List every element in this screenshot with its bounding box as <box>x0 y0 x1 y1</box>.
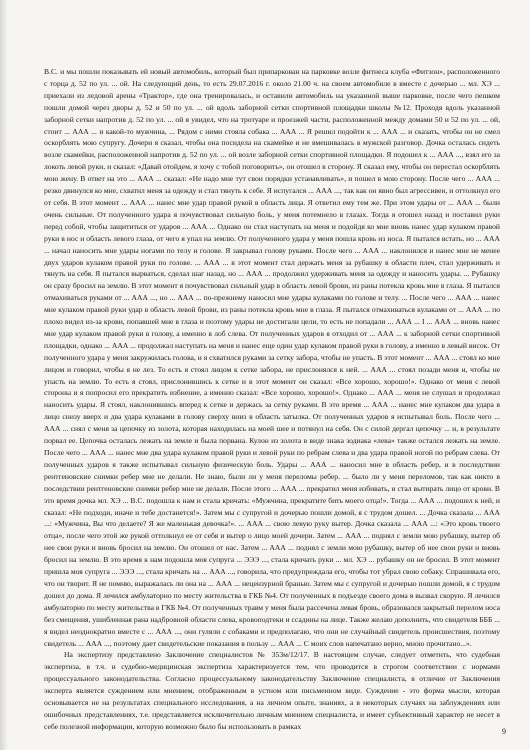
scan-edge-shadow <box>0 0 8 750</box>
page-number: 9 <box>502 727 506 736</box>
expertise-paragraph: На экспертизу представлено Заключение специалистов № 353м/12/17. В настоящем случае, следует отметить, что судебная экспертиза, в т.ч. и судебно-медицинская экспертиза характеризуется тем, что проводится в строгом соответствии с нормами процессуального законодательства. Согласно процессуальному законодательству Заключение специалиста, в отличие от Заключения эксперта является суждением или мнением, отображенным в устном или письменном виде. Суждение - это форма мысли, которая основывается не на результатах специального исследования, а на личном опыте, знаниях, а в некоторых случаях на заблуждениях или ошибочных представлениях, т.е. представляется исключительно личным мнением специалиста, и имеет субъективный характер не несет в себе полезной информации, которую возможно было бы использовать в рамках <box>44 650 500 731</box>
document-body <box>44 66 500 733</box>
testimony-paragraph: В.С. и мы пошли показывать ей новый автомобиль, который был припаркован на парковке возле фитнеса клуба «Фитзон», расположенного с торца д. 52 по ул. ... ой. На следующий день, то есть 29.07.2016 г. около 21.00 ч. на своем автомобиле в вместе с дочерью ... мл. ХЭ ... приехали из ледовой арены «Трактор», где она тренировалась, и оставили автомобиль на указанной выше парковке, после чего пешком пошли домой через дворы д. 52 и 50 по ул. ... ой вдоль заборной сетки спортивной площадки школы №12. Проходя вдоль указанной заборной сетки напротив д. 52 по ул. ... ой я увидел, что на тротуаре и проезжей части, расположенной между домами 50 и 52 по ул. ... ой, стоит ... ААА ... и какой-то мужчина, ... Рядом с ними стояла собака ... ААА ... Я решил подойти к ... ААА ... и сказать, чтобы он не смел оскорблять мою супругу. Дочери я сказал, чтобы она посидела на скамейке и не вмешивалась в мужской разговор. Дочка осталась сидеть возле скамейки, расположенной напротив д. 52 по ул. ... ой возле заборной сетки спортивной площадки. Я подошел к ... ААА ..., взял его за локоть левой руки, и сказал: «Давай отойдем, я хочу с тобой поговорить», он отошел в сторону. Я сказал ему, чтобы он перестал оскорблять мою жену. В ответ на это ... ААА ... сказал: «Не надо мне тут свои порядки устанавливать», и пошел в мою сторону. После чего ... ААА ... резко двинулся ко мне, схватил меня за одежду и стал тянуть к себе. Я испугался ... ААА ..., так как он явно был агрессивен, и оттолкнул его от себя. В этот момент ... ААА ... нанес мне удар правой рукой в область лица. Я ответил ему тем же. При этом удары от ... ААА ... были очень сильные. От полученного удара я почувствовал сильную боль, у меня потемнело в глазах. Тогда я отошел назад и поставил руки перед собой, чтобы защититься от ударов ... ААА ... Однако он стал наступать на меня и подойдя ко мне вновь нанес удар кулаком правой руки в нос и область левого глаза, от чего я упал на землю. От полученного удара у меня пошла кровь из носа. Я пытался встать, но ... ААА ... начал наносить мне удары ногами по телу и голове. Я закрывал голову руками. После чего ... ААА ... наклонился и нанес мне не менее двух ударов кулаком правой руки по голове. ... ААА ... в этот момент стал держать меня за рубашку в области плеч, стал удерживать и тянуть на себя. Я пытался вырваться, сделал шаг назад, но ... ААА ... продолжил удерживать меня за одежду и наносить удары. ... Рубашку он сразу бросил на землю. В этот момент я почувствовал сильный удар в область левой брови, из раны потекла кровь мне в глаза. Я пытался отмахиваться руками от ... ААА ..., но ... ААА ... по-прежнему наносил мне удары кулаками по голове и телу. ... После чего ... ААА ... нанес мне кулаком правой руки удар в область левой брови, из раны потекла кровь мне в глаза. Я пытался отмахиваться кулаками от ... ААА ... по плохо видел из-за крови, попавшей мне в глаза и поэтому удары не достигали цели, то есть не попадали ... ААА ... I ... ААА ... вновь нанес мне удар кулаком правой руки в голову, а именно в лоб слева. От полученных ударов я отходил от ... ААА ... к заборной сетки спортивной площадки, однако ... ААА ... продолжал наступать на меня и нанес еще один удар кулаком правой руки в голову, а именно в левый висок. От полученного удара у меня закружилась голова, и я схватился руками за сетку забора, чтобы не упасть. В этот момент ... ААА ... стоял ко мне лицом и говорил, чтобы я не лез. То есть я стоял лицом к сетке забора, не прислонялся к ней. ... ААА ... стоял позади меня и, чтобы не упасть на землю. То есть я стоял, прислонившись к сетке и в этот момент он сказал: «Все хорошо, хорошо!». Однако от меня с левой стороны и я попросил его прекратить избиение, а именно сказал: «Все хорошо, хорошо!». Однако ... ААА ... меня не слушал и продолжал наносить удары. Я стоял, наклонившись вперед к сетке и держась за сетку руками. В это время ... ААА ... нанес мне кулаком два удара в лицо снизу вверх и два удара кулаками в голову сверху вниз в область затылка. От полученных ударов я испытывал боль. После чего ... ААА ... снял с меня за цепочку из золота, которая находилась на моей шее и потянул на себя. Он с силой дергал цепочку ... и, в результате порвал ее. Цепочка осталась лежать на земле и была порвана. Кулон из золота в виде знака зодиака «лева» также остался лежать на земле. После чего ... ААА ... нанес мне два удара кулаком правой руки и левой руки по ребрам слева и два удара правой ногой по ребрам слева. От полученных ударов я также испытывал сильную физическую боль. Удары ... ААА ... наносил мне в область ребер, и в последствии рентгеновские снимки ребер мне не делали. Не знаю, были ли у меня переломы ребер. ... было ли у меня переломов, так как никто в последствии рентгеновские снимки ребер мне не делали. После этого ... ААА ... прекратил меня избивать, и стал вытирать лицо от крови. В это время дочка мл. ХЭ ... В.С. подошла к нам и стала кричать: «Мужчина, прекратите бить моего отца!». Тогда ... ААА ... подошел к ней, и сказал: «Не подходи, иначе и тебе достанется!». Затем мы с супругой и дочерью пошли домой, я с трудом дошел. ... Дочка сказала ... ААА ...: «Мужчина, Вы что делаете? Я же маленькая девочка!». ... ААА ... свою левую руку вытер. Дочка сказала ... ААА ...: «Это кровь твоего отца», после чего этой же рукой оттолкнул ее от себя и вытер о лицо моей дочери. Затем ... ААА ... поднял с земли мою рубашку, вытер об нее свои руки и вновь бросил на землю. Он отошел от нас. Затем ... ААА ... поднял с земли мою рубашку, вытер об нее свои руки и вновь бросил на землю. В это время к нам подошла моя супруга ... ЭЭЭ ..., стала кричать руки ... мл. ХЭ ... рубашку он не бросил. В этот момент пришла моя супруга ... ЭЭЭ ..., стала кричать на ... ААА ..., говорила, что предупреждала его, чтобы тот убрал свою собаку. Спрашивала его, что он творит. Я не помню, выражалась ли она на ... ААА ... нецензурной бранью. Затем мы с супругой и дочерью пошли домой, я с трудом дошел до дома. Я лечился амбулаторно по месту жительства в ГКБ №4. От полученных в подъезде своего дома я вызвал скорую. Я лечился амбулаторно по месту жительства в ГКБ №4. От полученных травм у меня была рассечена левая бровь, образовался закрытый перелом носа без смещения, ушибленная рана надбровной области слева, кровоподтеки и ссадины на лице. Также желаю дополнить, что свидетеля БББ ... я видел неоднократно вместе с ... ААА ..., они гуляли с собаками и предполагаю, что они не случайный свидетель происшествия, поэтому свидетель ... ААА ..., поэтому дает свидетельские показания в пользу ... ААА ... С моих слов напечатано верно, мною прочитано...». <box>44 67 500 648</box>
